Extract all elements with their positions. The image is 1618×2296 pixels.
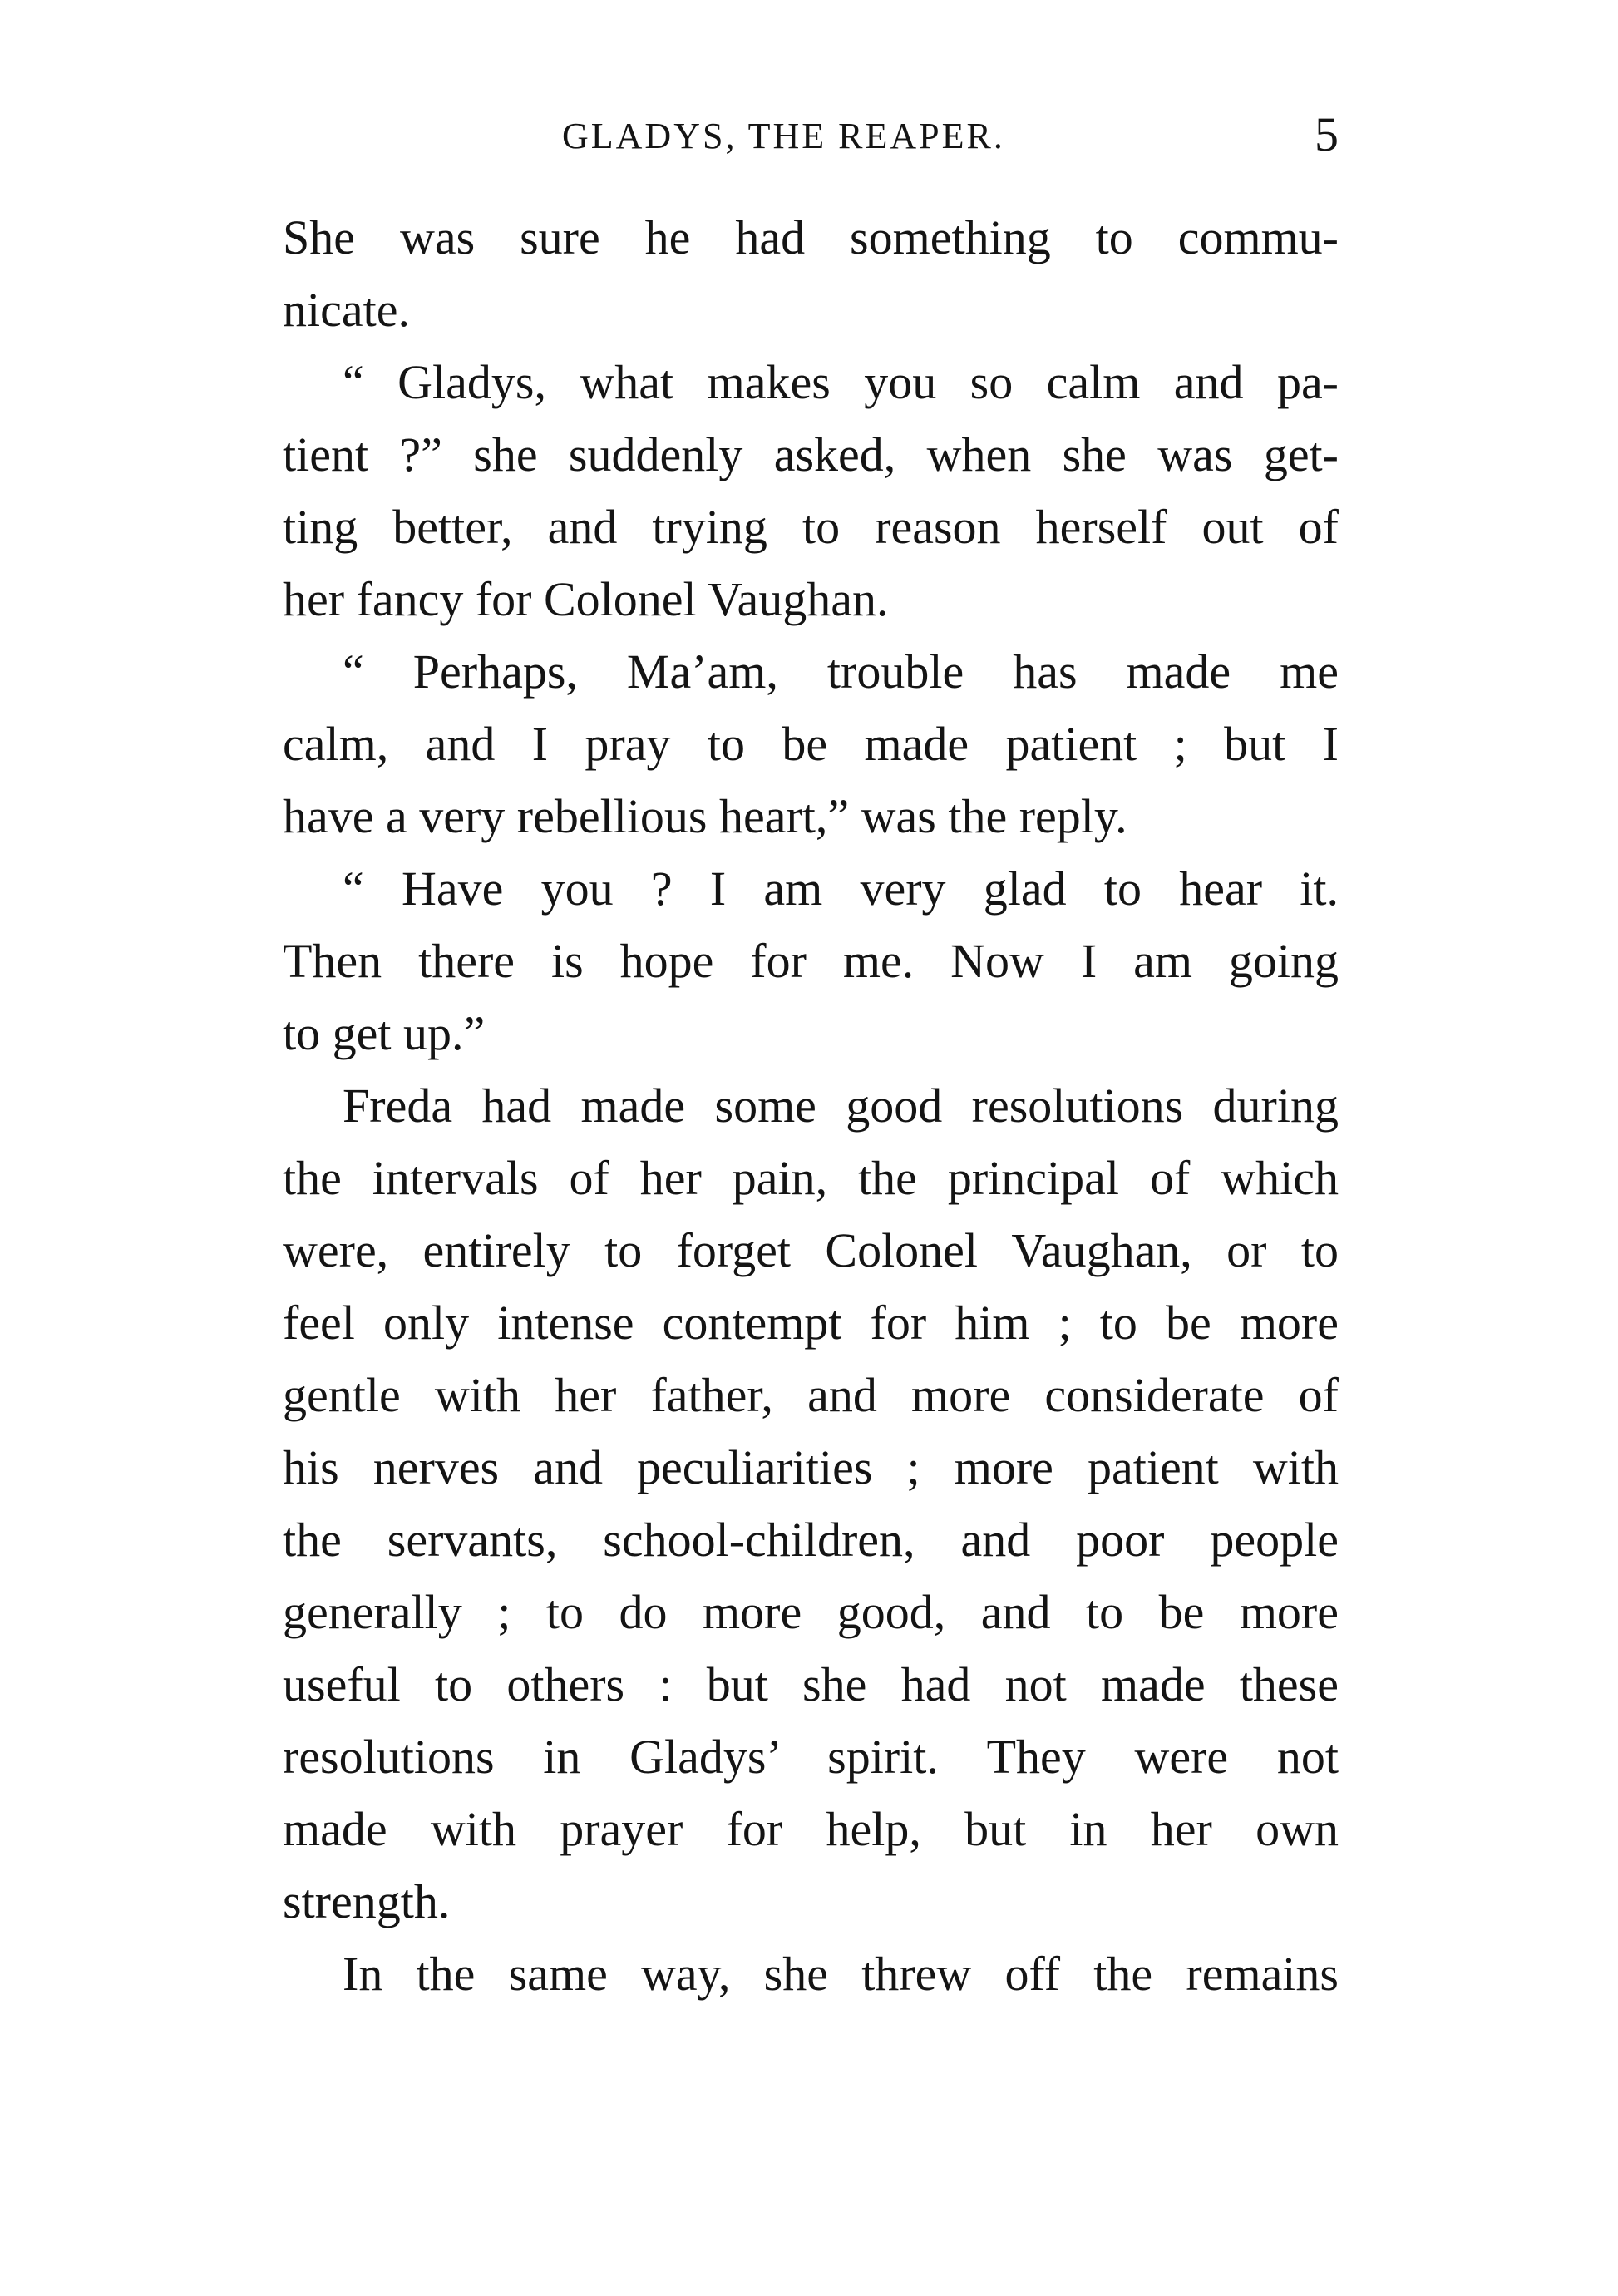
text-line: “ Gladys, what makes you so calm and pa- bbox=[343, 355, 1339, 409]
text-line: the servants, school-children, and poor people bbox=[283, 1513, 1339, 1567]
text-line: In the same way, she threw off the remains bbox=[343, 1947, 1339, 2001]
running-title: GLADYS, THE REAPER. bbox=[562, 116, 1005, 156]
text-line: have a very rebellious heart,” was the reply. bbox=[283, 789, 1127, 843]
text-line: strength. bbox=[283, 1874, 451, 1928]
text-line: the intervals of her pain, the principal of which bbox=[283, 1151, 1339, 1205]
text-line: Then there is hope for me. Now I am going bbox=[283, 934, 1339, 988]
text-line: generally ; to do more good, and to be more bbox=[283, 1585, 1339, 1639]
text-line: Freda had made some good resolutions during bbox=[343, 1079, 1339, 1133]
text-line: ting better, and trying to reason herself out of bbox=[283, 500, 1339, 554]
text-line: useful to others : but she had not made these bbox=[283, 1657, 1339, 1711]
running-head bbox=[283, 106, 1339, 173]
text-line: “ Perhaps, Ma’am, trouble has made me bbox=[343, 644, 1339, 699]
text-line: her fancy for Colonel Vaughan. bbox=[283, 572, 889, 626]
page-number: 5 bbox=[1315, 107, 1339, 161]
text-line: calm, and I pray to be made patient ; but I bbox=[283, 717, 1339, 771]
text-line: his nerves and peculiarities ; more patient with bbox=[283, 1440, 1339, 1494]
text-line: nicate. bbox=[283, 283, 410, 337]
text-line: gentle with her father, and more considerate of bbox=[283, 1368, 1339, 1422]
text-line: to get up.” bbox=[283, 1006, 486, 1060]
text-line: resolutions in Gladys’ spirit. They were not bbox=[283, 1730, 1339, 1784]
text-line: were, entirely to forget Colonel Vaughan, or to bbox=[283, 1223, 1339, 1277]
text-line: made with prayer for help, but in her own bbox=[283, 1802, 1339, 1856]
text-line: feel only intense contempt for him ; to be more bbox=[283, 1296, 1339, 1350]
text-line: tient ?” she suddenly asked, when she was get- bbox=[283, 427, 1339, 481]
body-text bbox=[283, 201, 1339, 2010]
text-line: “ Have you ? I am very glad to hear it. bbox=[343, 862, 1339, 916]
text-line: She was sure he had something to commu- bbox=[283, 210, 1339, 264]
